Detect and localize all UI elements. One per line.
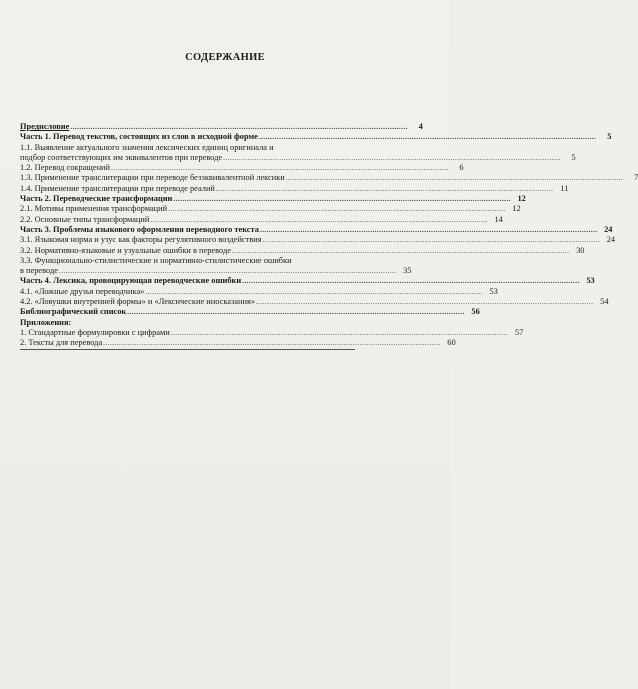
toc-entry xyxy=(20,255,412,277)
toc-dot-leader xyxy=(216,184,554,194)
toc-dot-leader xyxy=(150,215,488,225)
toc-dot-leader xyxy=(260,225,598,235)
toc-entry-row xyxy=(20,276,595,286)
toc-dot-leader xyxy=(168,204,506,214)
toc-page-number: 56 xyxy=(471,307,480,317)
toc-dot-leader xyxy=(256,297,594,307)
toc-entry-row xyxy=(20,327,524,338)
toc-entry-title: 4.1. «Ложные друзья переводчика» xyxy=(20,286,145,296)
toc-dot-leader xyxy=(259,132,597,142)
toc-page-number: 30 xyxy=(576,245,585,255)
toc-entry xyxy=(20,163,464,173)
toc-entry xyxy=(20,307,480,317)
toc-entry-row xyxy=(20,235,616,245)
toc-entry-row xyxy=(20,245,585,256)
toc-entry-row xyxy=(20,152,576,163)
toc-entry xyxy=(20,214,503,225)
toc-page-number: 12 xyxy=(517,194,526,204)
toc-entry xyxy=(20,338,456,348)
toc-entry-row xyxy=(20,338,456,348)
toc-dot-leader xyxy=(103,338,441,348)
toc-entry-title: 4.2. «Ловушки внутренней формы» и «Лексические иносказания» xyxy=(20,297,256,307)
toc-page-number: 11 xyxy=(560,183,569,193)
toc-dot-leader xyxy=(70,122,408,132)
toc-entry-title: 3.1. Языковая норма и узус как факторы регулятивного воздействия xyxy=(20,235,262,245)
toc-entry-title: 3.2. Нормативно-языковые и узуальные ошибки в переводе xyxy=(20,245,231,255)
toc-entry xyxy=(20,132,612,142)
toc-entry xyxy=(20,235,616,245)
toc-page-number: 24 xyxy=(606,235,616,245)
toc-entry-row xyxy=(20,132,612,142)
toc-entry-title: 1.3. Применение транслитерации при переводе безэквивалентной лексики xyxy=(20,173,285,183)
toc-page-number: 35 xyxy=(403,266,412,276)
toc-entry xyxy=(20,224,613,235)
toc-entry-title: 2. Тексты для перевода xyxy=(20,338,103,348)
toc-dot-leader xyxy=(59,266,397,276)
toc-entry-row xyxy=(20,297,609,307)
toc-entry xyxy=(20,204,521,214)
toc-entry-row xyxy=(20,173,638,183)
toc-entry-row xyxy=(20,194,526,204)
toc-entry-row xyxy=(20,286,498,297)
toc-entry xyxy=(20,276,595,286)
toc-entry-title: Часть 3. Проблемы языкового оформления переводного текста xyxy=(20,224,259,234)
toc-entry-row xyxy=(20,224,613,235)
toc-entry xyxy=(20,327,524,338)
toc-page-number: 12 xyxy=(512,204,521,214)
table-of-contents xyxy=(20,122,638,350)
toc-entry xyxy=(20,297,609,307)
toc-dot-leader xyxy=(127,307,465,317)
toc-entry-title: 2.2. Основные типы трансформаций xyxy=(20,214,150,224)
toc-page-number: 5 xyxy=(571,152,576,162)
toc-page-number: 57 xyxy=(514,327,524,337)
toc-entry-title: 2.1. Мотивы применения трансформаций xyxy=(20,204,168,214)
toc-dot-leader xyxy=(145,287,483,297)
toc-page-number: 53 xyxy=(586,276,595,286)
toc-entry xyxy=(20,194,526,204)
toc-entry xyxy=(20,318,355,328)
toc-entry-title: подбор соответствующих им эквивалентов при переводе xyxy=(20,152,223,162)
toc-entry-title: Часть 4. Лексика, провоцирующая переводческие ошибки xyxy=(20,276,242,286)
toc-entry-title: Библиографический список xyxy=(20,307,127,317)
toc-entry-row xyxy=(20,307,480,317)
toc-dot-leader xyxy=(242,276,580,286)
toc-entry xyxy=(20,142,576,164)
toc-entry-title: 1. Стандартные формулировки с цифрами xyxy=(20,327,170,337)
toc-entry-title-line1: 1.1. Выявление актуального значения лексических единиц оригинала и xyxy=(20,142,274,152)
toc-entry xyxy=(20,122,423,132)
toc-dot-leader xyxy=(263,235,601,245)
toc-page-number: 53 xyxy=(489,286,498,296)
toc-page-number: 5 xyxy=(607,132,612,142)
toc-entry-row xyxy=(20,204,521,214)
toc-page-number: 14 xyxy=(494,214,503,224)
toc-page-number: 7 xyxy=(634,173,638,183)
toc-entry-title: в переводе xyxy=(20,266,58,276)
toc-dot-leader xyxy=(111,163,449,173)
toc-entry-row xyxy=(20,122,423,132)
toc-dot-leader xyxy=(286,173,624,183)
toc-entry-row xyxy=(20,266,412,276)
toc-entry-title: 1.2. Перевод сокращений xyxy=(20,163,111,173)
toc-entry xyxy=(20,173,638,183)
toc-entry-row xyxy=(20,318,355,328)
toc-dot-leader xyxy=(223,153,561,163)
toc-entry-row xyxy=(20,183,569,194)
toc-entry-row xyxy=(20,214,503,225)
toc-entry-row xyxy=(20,163,464,173)
toc-dot-leader xyxy=(173,194,511,204)
toc-page-number: 4 xyxy=(418,122,423,131)
toc-dot-leader xyxy=(171,328,509,338)
toc-entry-title: Часть 2. Переводческие трансформации xyxy=(20,194,173,204)
toc-entry xyxy=(20,183,569,194)
toc-page-number: 54 xyxy=(600,297,609,307)
toc-entry-title: Предисловие xyxy=(20,122,70,131)
toc-dot-leader xyxy=(232,246,570,256)
toc-entry-title: 1.4. Применение транслитерации при переводе реалий xyxy=(20,183,215,193)
toc-entry-title-line1: 3.3. Функционально-стилистические и нормативно-стилистические ошибки xyxy=(20,255,292,265)
toc-page-number: 60 xyxy=(447,338,456,348)
toc-entry xyxy=(20,286,498,297)
toc-page-number: 24 xyxy=(604,224,613,234)
toc-entry xyxy=(20,245,585,256)
page-title: СОДЕРЖАНИЕ xyxy=(185,52,265,63)
toc-page-number: 6 xyxy=(459,163,464,173)
toc-entry-title: Часть 1. Перевод текстов, состоящих из слов в исходной форме xyxy=(20,132,258,142)
toc-entry-title: Приложения: xyxy=(20,317,72,327)
